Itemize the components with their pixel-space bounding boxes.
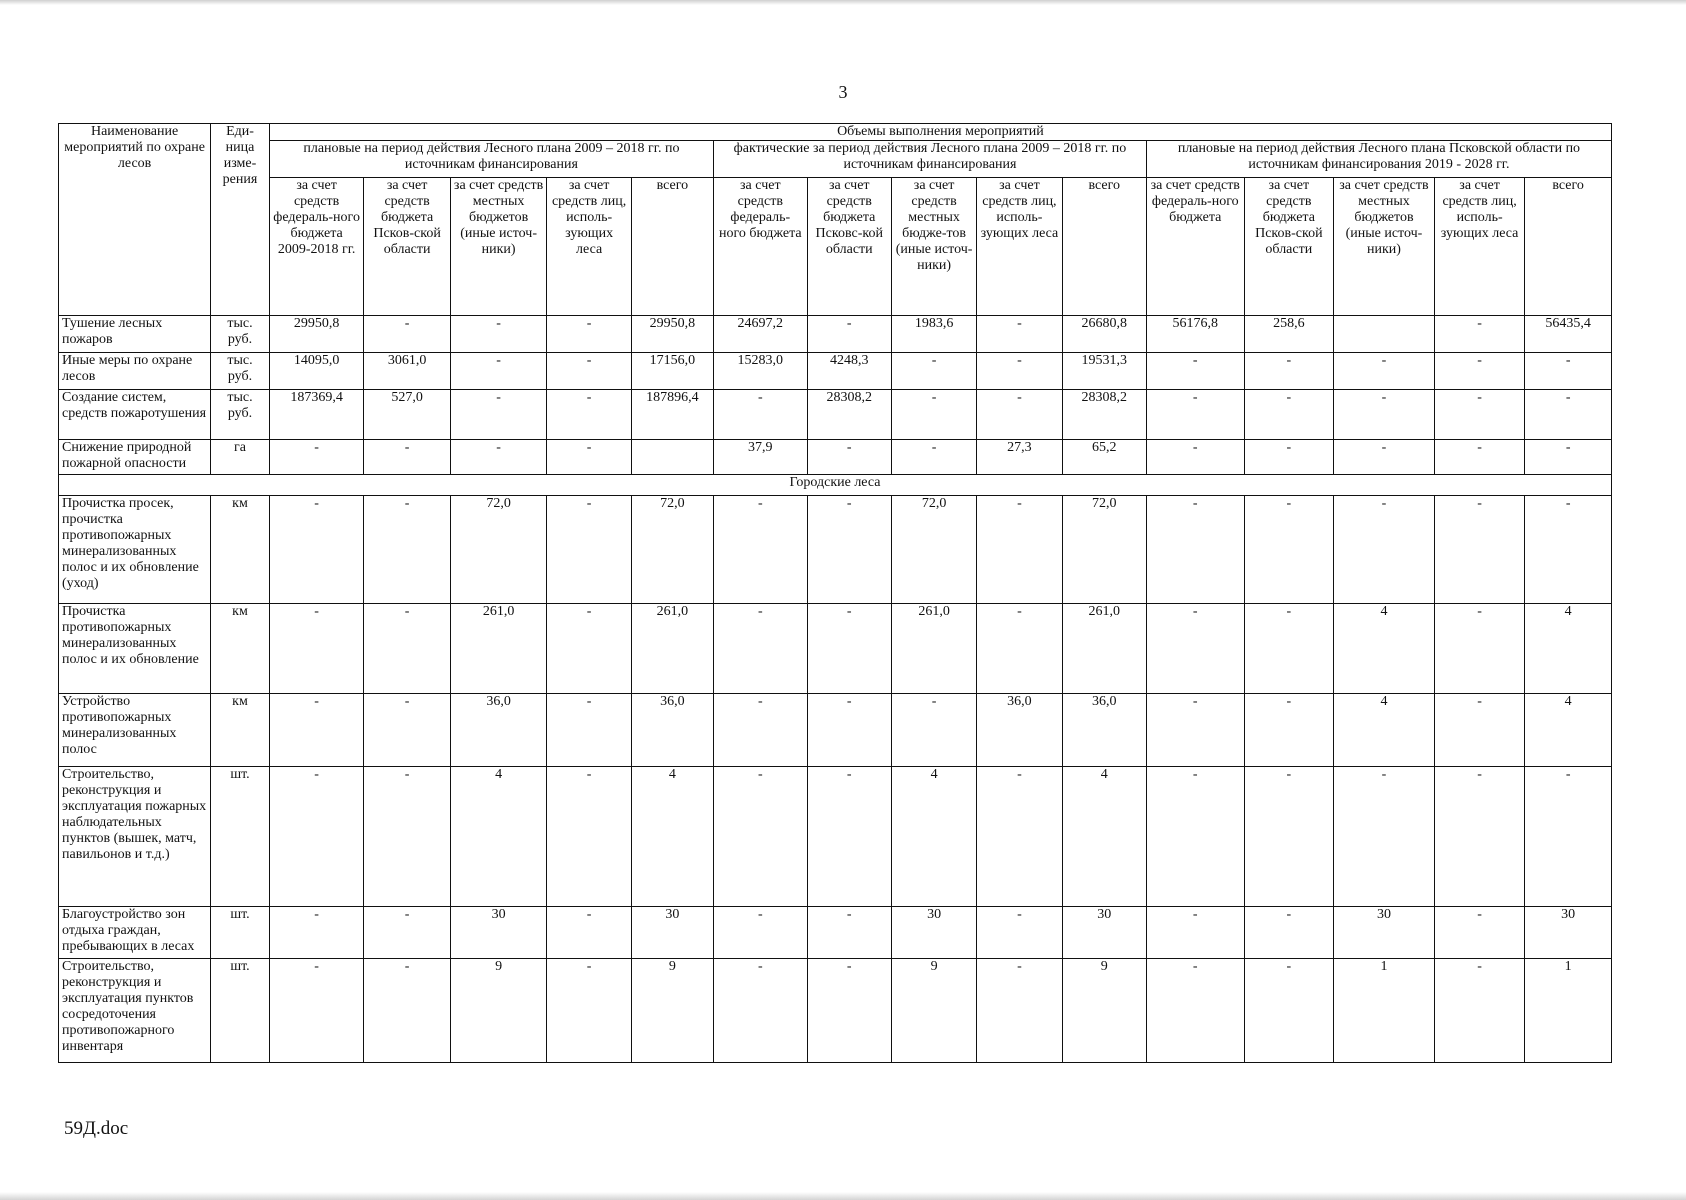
value-cell: - <box>977 390 1062 440</box>
value-cell: - <box>364 316 450 353</box>
header-group-fact-2009: фактические за период действия Лесного плана 2009 – 2018 гг. по источникам финансирования <box>714 141 1147 178</box>
value-cell: 9 <box>891 959 976 1063</box>
activity-name-cell: Прочистка просек, прочистка противопожарных минерализованных полос и их обновление (уход) <box>59 496 211 604</box>
value-cell: - <box>807 767 891 907</box>
value-cell: - <box>269 767 364 907</box>
value-cell: - <box>1525 767 1612 907</box>
value-cell: - <box>977 316 1062 353</box>
value-cell: - <box>547 767 631 907</box>
scan-edge-top <box>0 0 1686 5</box>
subheader-plan2009-total: всего <box>631 178 713 316</box>
subheader-plan2009-regional: за счет средств бюджета Псков-ской области <box>364 178 450 316</box>
value-cell: - <box>714 694 808 767</box>
value-cell: - <box>1146 767 1244 907</box>
value-cell: - <box>450 390 547 440</box>
value-cell: - <box>1244 694 1333 767</box>
value-cell: 36,0 <box>977 694 1062 767</box>
value-cell: - <box>364 907 450 959</box>
subheader-plan2009-users: за счет средств лиц, исполь-зующих леса <box>547 178 631 316</box>
value-cell: - <box>1434 959 1524 1063</box>
value-cell: - <box>807 907 891 959</box>
value-cell: - <box>269 604 364 694</box>
activity-name-cell: Тушение лесных пожаров <box>59 316 211 353</box>
table-section-city <box>59 475 1612 496</box>
value-cell: - <box>1146 390 1244 440</box>
activity-name-cell: Иные меры по охране лесов <box>59 353 211 390</box>
section-title-city-forests: Городские леса <box>59 475 1612 496</box>
value-cell: - <box>1146 907 1244 959</box>
value-cell: - <box>269 694 364 767</box>
value-cell: 56176,8 <box>1146 316 1244 353</box>
table-row <box>59 604 1612 694</box>
value-cell: - <box>547 390 631 440</box>
value-cell: - <box>807 496 891 604</box>
value-cell: 17156,0 <box>631 353 713 390</box>
value-cell: 65,2 <box>1062 440 1146 475</box>
value-cell: - <box>547 907 631 959</box>
value-cell: - <box>1434 390 1524 440</box>
value-cell: 30 <box>1525 907 1612 959</box>
value-cell: 187896,4 <box>631 390 713 440</box>
value-cell: - <box>547 496 631 604</box>
value-cell: - <box>1244 496 1333 604</box>
value-cell: 30 <box>1334 907 1435 959</box>
value-cell: - <box>977 959 1062 1063</box>
header-subcolumns-row <box>59 178 1612 316</box>
value-cell: - <box>1334 390 1435 440</box>
value-cell: - <box>807 959 891 1063</box>
value-cell: 9 <box>450 959 547 1063</box>
subheader-plan2019-users: за счет средств лиц, исполь-зующих леса <box>1434 178 1524 316</box>
value-cell: 261,0 <box>450 604 547 694</box>
value-cell: - <box>1434 316 1524 353</box>
unit-cell: тыс. руб. <box>211 353 270 390</box>
header-unit: Еди-ница изме-рения <box>211 124 270 316</box>
value-cell: 72,0 <box>1062 496 1146 604</box>
value-cell: 4 <box>891 767 976 907</box>
table-row <box>59 440 1612 475</box>
value-cell: 1983,6 <box>891 316 976 353</box>
subheader-fact2009-total: всего <box>1062 178 1146 316</box>
value-cell: 24697,2 <box>714 316 808 353</box>
header-group-plan-2009: плановые на период действия Лесного плана 2009 – 2018 гг. по источникам финансирования <box>269 141 713 178</box>
value-cell: 36,0 <box>450 694 547 767</box>
value-cell: 4248,3 <box>807 353 891 390</box>
value-cell: - <box>714 604 808 694</box>
subheader-fact2009-local: за счет средств местных бюдже-тов (иные источ-ники) <box>891 178 976 316</box>
activity-name-cell: Благоустройство зон отдыха граждан, пребывающих в лесах <box>59 907 211 959</box>
table-row <box>59 316 1612 353</box>
value-cell: 15283,0 <box>714 353 808 390</box>
subheader-plan2019-regional: за счет средств бюджета Псков-ской области <box>1244 178 1333 316</box>
value-cell: - <box>1434 694 1524 767</box>
value-cell: - <box>450 440 547 475</box>
subheader-plan2009-federal: за счет средств федераль-ного бюджета 2009-2018 гг. <box>269 178 364 316</box>
value-cell: - <box>269 907 364 959</box>
unit-cell: км <box>211 496 270 604</box>
value-cell: - <box>1525 440 1612 475</box>
value-cell: 29950,8 <box>631 316 713 353</box>
table-row <box>59 767 1612 907</box>
value-cell: - <box>364 604 450 694</box>
value-cell: - <box>977 496 1062 604</box>
value-cell: 9 <box>631 959 713 1063</box>
value-cell: 72,0 <box>891 496 976 604</box>
activity-name-cell: Снижение природной пожарной опасности <box>59 440 211 475</box>
unit-cell: шт. <box>211 959 270 1063</box>
header-volumes: Объемы выполнения мероприятий <box>269 124 1611 141</box>
fire-protection-table <box>58 123 1612 1063</box>
value-cell: 261,0 <box>631 604 713 694</box>
value-cell: - <box>714 496 808 604</box>
table-row <box>59 694 1612 767</box>
value-cell: - <box>1525 353 1612 390</box>
value-cell <box>1334 316 1435 353</box>
value-cell: 261,0 <box>891 604 976 694</box>
value-cell: 3061,0 <box>364 353 450 390</box>
subheader-fact2009-federal: за счет средств федераль-ного бюджета <box>714 178 808 316</box>
value-cell: - <box>547 959 631 1063</box>
value-cell: - <box>1146 440 1244 475</box>
value-cell: - <box>450 316 547 353</box>
value-cell: - <box>1434 353 1524 390</box>
value-cell: - <box>547 604 631 694</box>
value-cell: - <box>1244 604 1333 694</box>
value-cell: - <box>269 959 364 1063</box>
subheader-plan2019-total: всего <box>1525 178 1612 316</box>
value-cell: 4 <box>1525 604 1612 694</box>
value-cell: - <box>1244 959 1333 1063</box>
table-row <box>59 390 1612 440</box>
value-cell: - <box>714 767 808 907</box>
value-cell: 9 <box>1062 959 1146 1063</box>
value-cell: - <box>714 959 808 1063</box>
unit-cell: шт. <box>211 767 270 907</box>
value-cell: 1 <box>1525 959 1612 1063</box>
value-cell: - <box>714 907 808 959</box>
subheader-fact2009-users: за счет средств лиц, исполь-зующих леса <box>977 178 1062 316</box>
value-cell: - <box>1244 907 1333 959</box>
activity-name-cell: Устройство противопожарных минерализованных полос <box>59 694 211 767</box>
value-cell: - <box>1334 496 1435 604</box>
value-cell: 28308,2 <box>807 390 891 440</box>
value-cell: 30 <box>1062 907 1146 959</box>
value-cell: - <box>1525 496 1612 604</box>
table-row <box>59 907 1612 959</box>
value-cell: 1 <box>1334 959 1435 1063</box>
activity-name-cell: Прочистка противопожарных минерализованных полос и их обновление <box>59 604 211 694</box>
value-cell: 36,0 <box>631 694 713 767</box>
value-cell: - <box>1434 604 1524 694</box>
value-cell: 72,0 <box>631 496 713 604</box>
value-cell: 4 <box>1334 604 1435 694</box>
value-cell <box>631 440 713 475</box>
value-cell: - <box>977 907 1062 959</box>
page-number: 3 <box>838 82 848 102</box>
activity-name-cell: Строительство, реконструкция и эксплуатация пунктов сосредоточения противопожарного инвентаря <box>59 959 211 1063</box>
value-cell: - <box>547 694 631 767</box>
value-cell: 19531,3 <box>1062 353 1146 390</box>
value-cell: - <box>1334 440 1435 475</box>
table-row <box>59 496 1612 604</box>
value-cell: - <box>1434 496 1524 604</box>
subheader-plan2019-local: за счет средств местных бюджетов (иные источ-ники) <box>1334 178 1435 316</box>
value-cell: 27,3 <box>977 440 1062 475</box>
value-cell: - <box>1146 353 1244 390</box>
header-group-plan-2019: плановые на период действия Лесного плана Псковской области по источникам финансирования 2019 - 2028 гг. <box>1146 141 1611 178</box>
activity-name-cell: Строительство, реконструкция и эксплуатация пожарных наблюдательных пунктов (вышек, матч, павильонов и т.д.) <box>59 767 211 907</box>
value-cell: - <box>364 959 450 1063</box>
value-cell: - <box>1434 907 1524 959</box>
value-cell: - <box>364 767 450 907</box>
value-cell: - <box>1244 440 1333 475</box>
value-cell: - <box>1244 353 1333 390</box>
unit-cell: шт. <box>211 907 270 959</box>
value-cell: 26680,8 <box>1062 316 1146 353</box>
unit-cell: км <box>211 604 270 694</box>
value-cell: 4 <box>631 767 713 907</box>
value-cell: - <box>1525 390 1612 440</box>
value-cell: - <box>977 604 1062 694</box>
value-cell: 4 <box>450 767 547 907</box>
value-cell: - <box>547 353 631 390</box>
value-cell: 14095,0 <box>269 353 364 390</box>
value-cell: - <box>1146 959 1244 1063</box>
subheader-plan2009-local: за счет средств местных бюджетов (иные источ-ники) <box>450 178 547 316</box>
value-cell: - <box>547 316 631 353</box>
value-cell: - <box>807 440 891 475</box>
value-cell: - <box>1146 694 1244 767</box>
unit-cell: км <box>211 694 270 767</box>
table-row <box>59 959 1612 1063</box>
value-cell: 30 <box>450 907 547 959</box>
value-cell: 36,0 <box>1062 694 1146 767</box>
value-cell: - <box>269 440 364 475</box>
value-cell: 261,0 <box>1062 604 1146 694</box>
value-cell: - <box>977 767 1062 907</box>
value-cell: - <box>1334 353 1435 390</box>
value-cell: 56435,4 <box>1525 316 1612 353</box>
value-cell: 258,6 <box>1244 316 1333 353</box>
value-cell: 29950,8 <box>269 316 364 353</box>
unit-cell: га <box>211 440 270 475</box>
value-cell: - <box>1244 390 1333 440</box>
value-cell: - <box>807 316 891 353</box>
value-cell: - <box>1434 440 1524 475</box>
value-cell: - <box>1434 767 1524 907</box>
subheader-fact2009-regional: за счет средств бюджета Псковс-кой области <box>807 178 891 316</box>
value-cell: - <box>1244 767 1333 907</box>
value-cell: 37,9 <box>714 440 808 475</box>
value-cell: - <box>807 604 891 694</box>
value-cell: 30 <box>891 907 976 959</box>
value-cell: - <box>1334 767 1435 907</box>
value-cell: 4 <box>1062 767 1146 907</box>
unit-cell: тыс. руб. <box>211 316 270 353</box>
table-body-city-forests <box>59 496 1612 1063</box>
activity-name-cell: Создание систем, средств пожаротушения <box>59 390 211 440</box>
header-activity-name: Наименование мероприятий по охране лесов <box>59 124 211 316</box>
footer-filename: 59Д.doc <box>64 1118 129 1139</box>
value-cell: - <box>364 496 450 604</box>
value-cell: - <box>547 440 631 475</box>
unit-cell: тыс. руб. <box>211 390 270 440</box>
value-cell: - <box>1146 604 1244 694</box>
value-cell: - <box>364 694 450 767</box>
subheader-plan2019-federal: за счет средств федераль-ного бюджета <box>1146 178 1244 316</box>
value-cell: - <box>891 694 976 767</box>
value-cell: - <box>891 390 976 440</box>
table-body-general <box>59 316 1612 475</box>
value-cell: 72,0 <box>450 496 547 604</box>
value-cell: - <box>269 496 364 604</box>
value-cell: 187369,4 <box>269 390 364 440</box>
value-cell: - <box>891 440 976 475</box>
value-cell: 527,0 <box>364 390 450 440</box>
value-cell: - <box>891 353 976 390</box>
value-cell: - <box>450 353 547 390</box>
value-cell: 30 <box>631 907 713 959</box>
value-cell: - <box>364 440 450 475</box>
value-cell: 28308,2 <box>1062 390 1146 440</box>
table-row <box>59 353 1612 390</box>
value-cell: - <box>1146 496 1244 604</box>
value-cell: - <box>807 694 891 767</box>
scan-edge-bottom <box>0 1192 1686 1200</box>
value-cell: 4 <box>1525 694 1612 767</box>
value-cell: 4 <box>1334 694 1435 767</box>
value-cell: - <box>977 353 1062 390</box>
value-cell: - <box>714 390 808 440</box>
